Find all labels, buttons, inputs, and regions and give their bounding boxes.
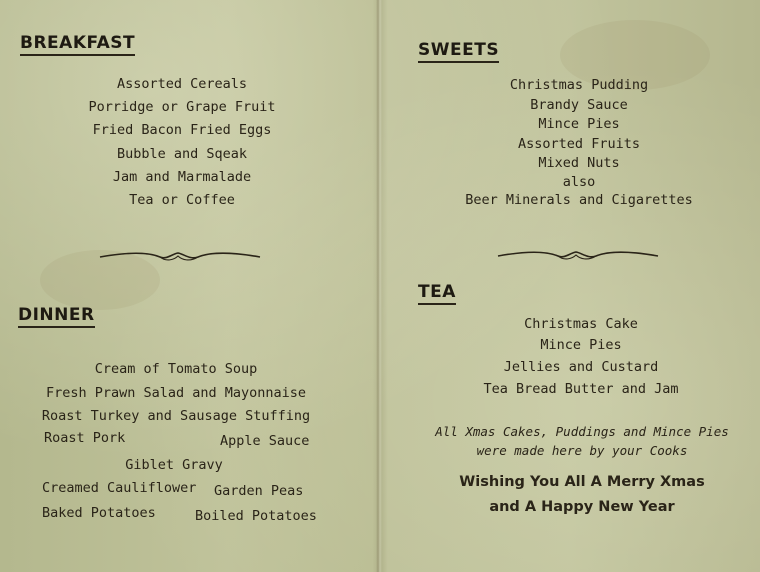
tea-item: Mince Pies xyxy=(540,337,622,353)
tea-heading: TEA xyxy=(418,282,456,305)
dinner-item: Creamed Cauliflower xyxy=(42,480,197,496)
dinner-item: Roast Turkey and Sausage Stuffing xyxy=(41,408,311,424)
dinner-item: Baked Potatoes xyxy=(42,505,156,521)
sweets-item: Christmas Pudding xyxy=(509,77,649,93)
sweets-item: Mixed Nuts xyxy=(538,155,620,171)
dinner-heading: DINNER xyxy=(18,305,95,328)
breakfast-item: Jam and Marmalade xyxy=(112,169,252,185)
tea-item: Jellies and Custard xyxy=(503,359,659,375)
sweets-item: Beer Minerals and Cigarettes xyxy=(465,192,693,208)
breakfast-item: Porridge or Grape Fruit xyxy=(88,99,276,115)
sweets-item: also xyxy=(562,174,596,190)
tea-item: Christmas Cake xyxy=(524,316,638,332)
flourish-divider-icon xyxy=(98,248,262,264)
cooks-note: All Xmas Cakes, Puddings and Mince Pies xyxy=(435,424,729,439)
dinner-item: Giblet Gravy xyxy=(125,457,223,473)
breakfast-item: Assorted Cereals xyxy=(116,76,248,92)
dinner-item: Roast Pork xyxy=(44,430,126,446)
dinner-item: Garden Peas xyxy=(214,483,304,499)
breakfast-heading: BREAKFAST xyxy=(20,33,135,56)
dinner-item: Fresh Prawn Salad and Mayonnaise xyxy=(45,385,307,401)
dinner-item: Boiled Potatoes xyxy=(195,508,317,524)
dinner-item: Apple Sauce xyxy=(220,433,310,449)
breakfast-item: Bubble and Sqeak xyxy=(116,146,248,162)
greeting: Wishing You All A Merry Xmas xyxy=(459,474,705,490)
sweets-heading: SWEETS xyxy=(418,40,499,63)
cooks-note: were made here by your Cooks xyxy=(476,443,688,458)
sweets-item: Assorted Fruits xyxy=(518,136,640,152)
breakfast-item: Fried Bacon Fried Eggs xyxy=(92,122,272,138)
breakfast-item: Tea or Coffee xyxy=(129,192,235,208)
sweets-item: Mince Pies xyxy=(538,116,620,132)
greeting: and A Happy New Year xyxy=(489,499,675,515)
dinner-item: Cream of Tomato Soup xyxy=(94,361,258,377)
page-fold xyxy=(376,0,382,572)
sweets-item: Brandy Sauce xyxy=(530,97,628,113)
flourish-divider-icon xyxy=(496,247,660,263)
tea-item: Tea Bread Butter and Jam xyxy=(483,381,679,397)
